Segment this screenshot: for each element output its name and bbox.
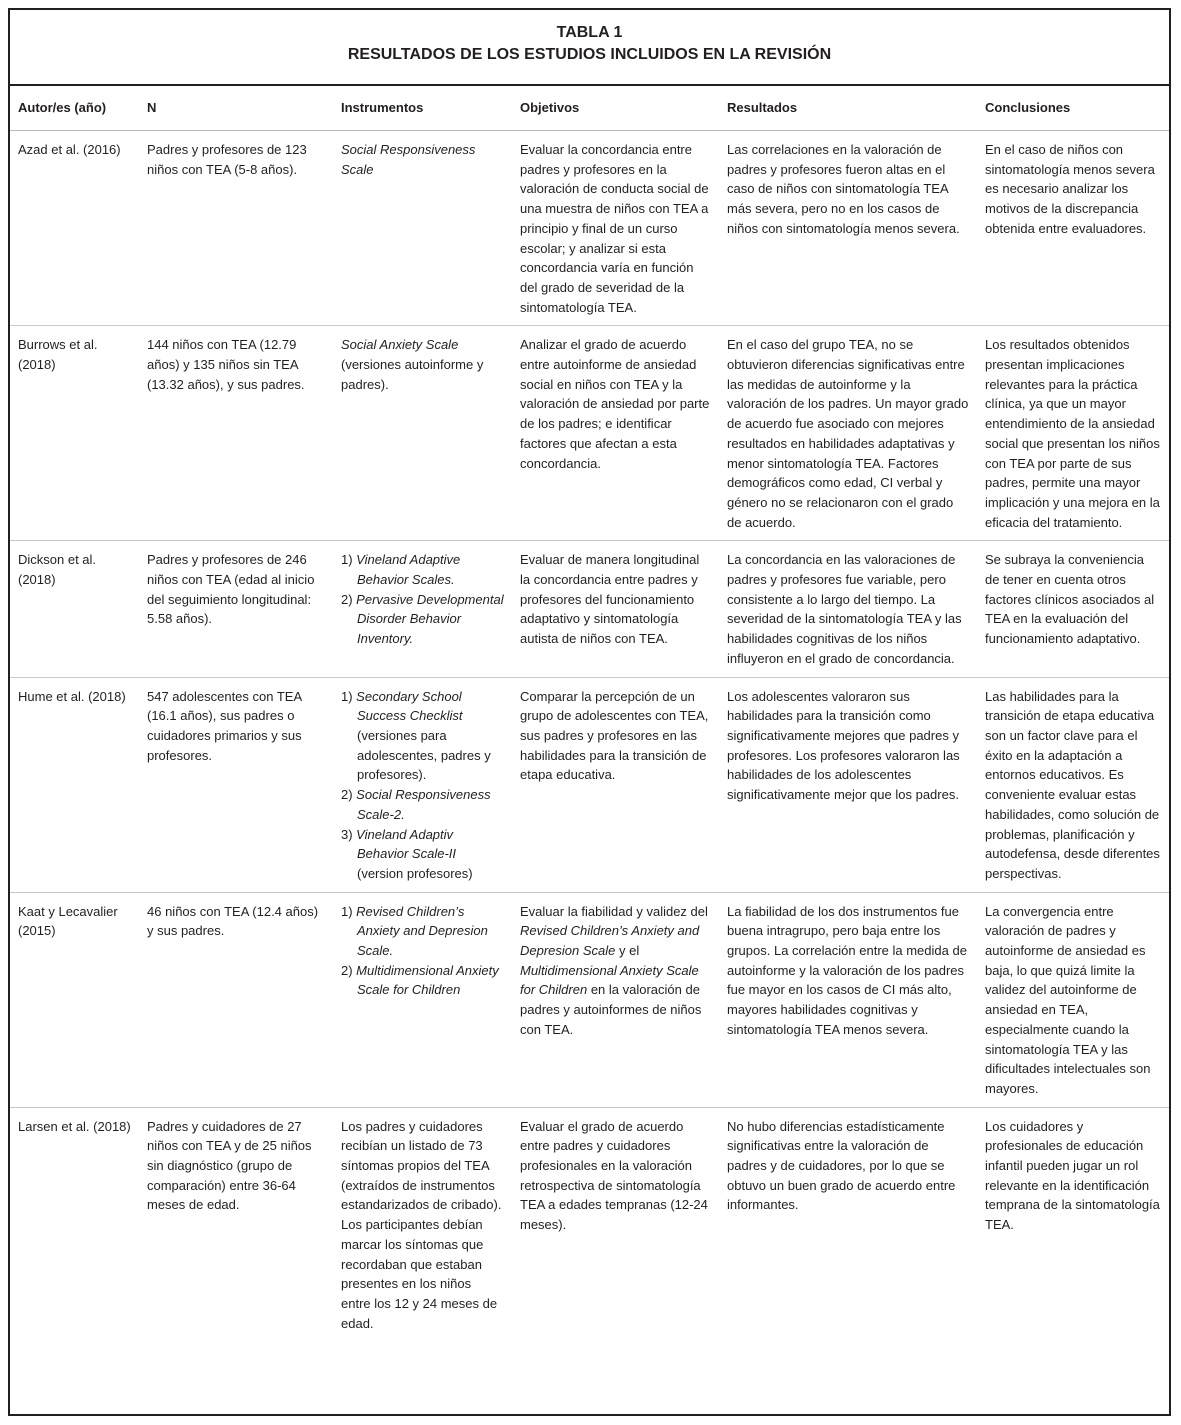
header-instruments: Instrumentos	[333, 86, 512, 131]
cell-objectives	[512, 1107, 719, 1341]
instruments-list	[341, 550, 504, 649]
header-row	[10, 86, 1169, 131]
instruments-list	[341, 687, 504, 884]
italic-text: Multidimensional Anxiety Scale for Children	[520, 962, 699, 998]
text: Las habilidades para la transición de etapa educativa son un factor clave para el éxito en la adaptación a entornos educativos. Es conveniente evaluar estas habilidades, como solución de problemas, planificación y autodefensa, desde diferentes perspectivas.	[985, 688, 1160, 881]
text: 2)	[341, 591, 357, 607]
text: Los cuidadores y profesionales de educación infantil pueden jugar un rol relevante en la identificación temprana de la sintomatología TEA.	[985, 1118, 1160, 1233]
text: Los padres y cuidadores recibían un listado de 73 síntomas propios del TEA (extraídos de instrumentos estandarizados de cribado). Los participantes debían marcar los síntomas que recordaban que estaban presentes en los niños entre los 12 y 24 meses de edad.	[341, 1118, 502, 1331]
cell-conclusions	[977, 541, 1169, 677]
italic-text: Revised Children’s Anxiety and Depresion Scale	[520, 923, 700, 959]
instruments-list	[341, 902, 504, 1001]
cell-instruments	[333, 677, 512, 892]
text: 46 niños con TEA (12.4 años) y sus padres.	[147, 903, 319, 939]
text: 547 adolescentes con TEA (16.1 años), sus padres o cuidadores primarios y sus profesores.	[147, 688, 302, 763]
cell-results	[719, 1107, 977, 1341]
text: La convergencia entre valoración de padres y autoinforme de ansiedad es baja, lo que quizá limite la validez del autoinforme de ansiedad en TEA, especialmente cuando la sintomatología TEA y las dificultades intelectuales son mayores.	[985, 903, 1151, 1096]
text: Kaat y Lecavalier (2015)	[18, 903, 118, 939]
cell-author	[10, 677, 139, 892]
text: Hume et al. (2018)	[18, 688, 126, 704]
header-conclusions: Conclusiones	[977, 86, 1169, 131]
cell-objectives	[512, 541, 719, 677]
text: Evaluar la concordancia entre padres y profesores en la valoración de conducta social de una muestra de niños con TEA a principio y final de un curso escolar; y analizar si esta concordancia varía en función del grado de severidad de la sintomatología TEA.	[520, 142, 709, 315]
instrument-item	[341, 902, 504, 961]
header-author: Autor/es (año)	[10, 86, 139, 131]
header-results: Resultados	[719, 86, 977, 131]
text: 3)	[341, 826, 357, 842]
cell-n	[139, 892, 333, 1107]
table-row	[10, 1107, 1169, 1341]
cell-instruments	[333, 131, 512, 326]
italic-text: Social Responsiveness Scale-2.	[356, 787, 491, 822]
text: Comparar la percepción de un grupo de adolescentes con TEA, sus padres y profesores en las habilidades para la transición de etapa educativa.	[520, 688, 709, 783]
cell-author	[10, 326, 139, 541]
results-table	[10, 86, 1169, 1341]
cell-objectives	[512, 892, 719, 1107]
table-number: TABLA 1	[556, 24, 623, 41]
text: Padres y profesores de 123 niños con TEA (5-8 años).	[147, 142, 307, 177]
italic-text: Vineland Adaptive Behavior Scales.	[356, 552, 461, 588]
text: En el caso de niños con sintomatología menos severa es necesario analizar los motivos de la discrepancia obtenida entre evaluadores.	[985, 142, 1155, 236]
cell-instruments	[333, 541, 512, 677]
table-caption: RESULTADOS DE LOS ESTUDIOS INCLUIDOS EN LA REVISIÓN	[347, 46, 832, 63]
table-row	[10, 326, 1169, 541]
text: La concordancia en las valoraciones de padres y profesores fue variable, pero consistente a lo largo del tiempo. La severidad de la sintomatología TEA y las habilidades cognitivas de los niños influyeron en el grado de concordancia.	[727, 552, 962, 666]
cell-n	[139, 326, 333, 541]
text: Las correlaciones en la valoración de padres y profesores fueron altas en el caso de niños con sintomatología TEA más severa, pero no en los casos de niños con sintomatología menos severa.	[727, 142, 960, 236]
cell-conclusions	[977, 677, 1169, 892]
table-frame	[8, 8, 1171, 1416]
cell-author	[10, 892, 139, 1107]
table-row	[10, 892, 1169, 1107]
cell-objectives	[512, 326, 719, 541]
italic-text: Social Anxiety Scale	[341, 337, 459, 353]
italic-text: Pervasive Developmental Disorder Behavior Inventory.	[356, 591, 504, 647]
cell-conclusions	[977, 1107, 1169, 1341]
text: Evaluar de manera longitudinal la concordancia entre padres y profesores del funcionamiento adaptativo y sintomatología autista de niños con TEA.	[520, 552, 700, 647]
italic-text: Multidimensional Anxiety Scale for Children	[356, 962, 499, 998]
text: 2)	[341, 787, 357, 803]
cell-n	[139, 1107, 333, 1341]
text: (versiones autoinforme y padres).	[341, 357, 484, 392]
text: Evaluar el grado de acuerdo entre padres y cuidadores profesionales en la valoración retrospectiva de sintomatología TEA a edades tempranas (12-24 meses).	[520, 1118, 708, 1233]
text: Se subraya la conveniencia de tener en cuenta otros factores clínicos asociados al TEA en la evaluación del funcionamiento adaptativo.	[985, 552, 1155, 647]
text: 1)	[341, 552, 357, 568]
cell-conclusions	[977, 892, 1169, 1107]
text: (version profesores)	[357, 865, 473, 881]
instrument-item	[341, 590, 504, 649]
text: y el	[615, 943, 640, 959]
text: en la valoración de padres y autoinformes de niños con TEA.	[520, 982, 702, 1037]
text: Analizar el grado de acuerdo entre autoinforme de ansiedad social en niños con TEA y la valoración de ansiedad por parte de los padres; e identificar factores que afectan a esta concordancia.	[520, 337, 710, 471]
text: En el caso del grupo TEA, no se obtuvieron diferencias significativas entre las medidas de autoinforme y la valoración de los padres. Un mayor grado de acuerdo fue asociado con mejores resultados en habilidades adaptativas y menor sintomatología TEA. Factores demográficos como edad, CI verbal y género no se relacionaron con el grado de acuerdo.	[727, 337, 969, 530]
cell-results	[719, 326, 977, 541]
header-n: N	[139, 86, 333, 131]
cell-results	[719, 541, 977, 677]
cell-n	[139, 131, 333, 326]
cell-conclusions	[977, 131, 1169, 326]
cell-results	[719, 131, 977, 326]
cell-objectives	[512, 131, 719, 326]
italic-text: Vineland Adaptiv Behavior Scale-II	[356, 826, 456, 862]
instrument-item	[341, 961, 504, 1000]
italic-text: Revised Children’s Anxiety and Depresion Scale.	[356, 903, 488, 959]
table-row	[10, 131, 1169, 326]
instrument-item	[341, 825, 504, 884]
cell-n	[139, 677, 333, 892]
cell-author	[10, 541, 139, 677]
text: Padres y profesores de 246 niños con TEA (edad al inicio del seguimiento longitudinal: 5.58 años).	[147, 552, 315, 627]
text: 1)	[341, 688, 357, 704]
text: No hubo diferencias estadísticamente significativas entre la valoración de padres y de cuidadores, por lo que se obtuvo un buen grado de acuerdo entre informantes.	[727, 1118, 956, 1213]
cell-instruments	[333, 326, 512, 541]
cell-author	[10, 131, 139, 326]
text: 1)	[341, 903, 357, 919]
cell-instruments	[333, 892, 512, 1107]
table-title	[10, 10, 1169, 86]
text: 2)	[341, 962, 357, 978]
table-row	[10, 541, 1169, 677]
table-row	[10, 677, 1169, 892]
text: Los resultados obtenidos presentan implicaciones relevantes para la práctica clínica, ya que un mayor entendimiento de la ansiedad social que presentan los niños con TEA por parte de sus padres, permite una mayor implicación y una mejora en la eficacia del tratamiento.	[985, 337, 1160, 530]
cell-instruments	[333, 1107, 512, 1341]
text: Los adolescentes valoraron sus habilidades para la transición como significativamente mejores que padres y profesores. Los profesores valoraron las habilidades de los adolescentes significativamente mejor que los padres.	[727, 688, 960, 803]
cell-results	[719, 677, 977, 892]
text: (versiones para adolescentes, padres y profesores).	[357, 727, 491, 783]
cell-results	[719, 892, 977, 1107]
text: Evaluar la fiabilidad y validez del	[520, 903, 708, 919]
text: 144 niños con TEA (12.79 años) y 135 niños sin TEA (13.32 años), y sus padres.	[147, 337, 305, 392]
instrument-item	[341, 687, 504, 786]
instrument-item	[341, 785, 504, 824]
header-objectives: Objetivos	[512, 86, 719, 131]
text: Azad et al. (2016)	[18, 142, 121, 157]
cell-objectives	[512, 677, 719, 892]
italic-text: Secondary School Success Checklist	[356, 688, 463, 724]
instrument-item	[341, 550, 504, 589]
text: Dickson et al. (2018)	[18, 552, 97, 588]
cell-conclusions	[977, 326, 1169, 541]
cell-author	[10, 1107, 139, 1341]
text: Burrows et al. (2018)	[18, 337, 98, 373]
text: Padres y cuidadores de 27 niños con TEA y de 25 niños sin diagnóstico (grupo de comparación) entre 36-64 meses de edad.	[147, 1118, 312, 1213]
text: La fiabilidad de los dos instrumentos fue buena intragrupo, pero baja entre los grupos. La correlación entre la medida de autoinforme y la valoración de los padres fue mayor en los casos de CI más alto, mayores habilidades cognitivas y sintomatología TEA menos severa.	[727, 903, 967, 1037]
text: Larsen et al. (2018)	[18, 1118, 131, 1134]
italic-text: Social Responsiveness Scale	[341, 142, 476, 177]
cell-n	[139, 541, 333, 677]
